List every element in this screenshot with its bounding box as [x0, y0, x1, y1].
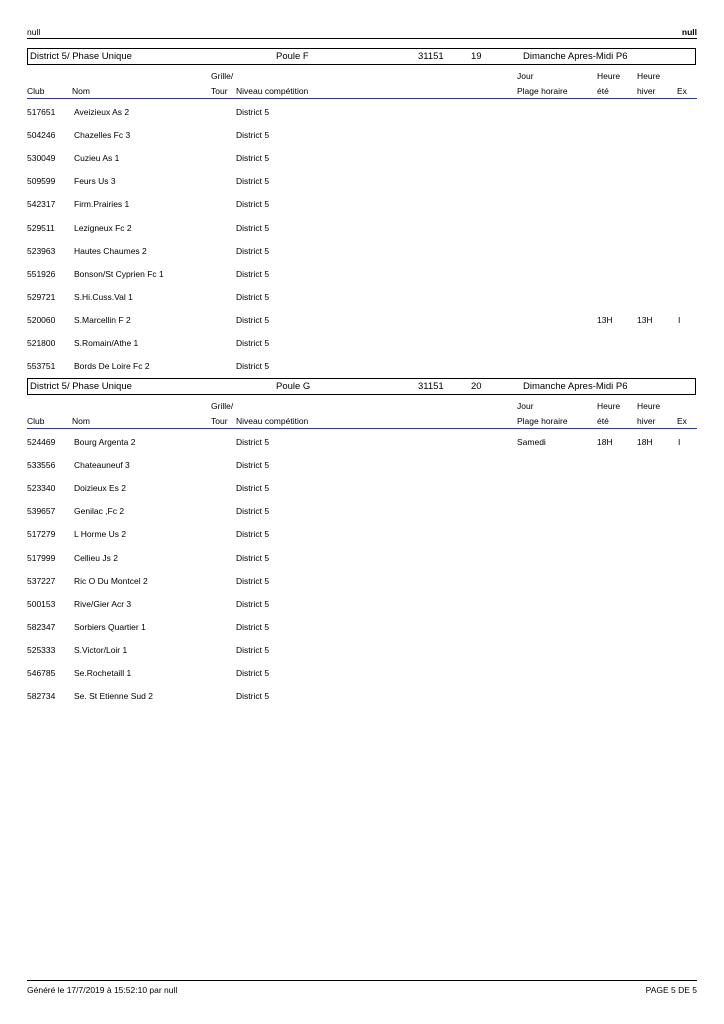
cell-club: 517279: [27, 529, 56, 539]
cell-club: 500153: [27, 599, 56, 609]
table-row: [0, 460, 724, 472]
cell-nom: S.Victor/Loir 1: [74, 645, 128, 655]
cell-niveau: District 5: [236, 246, 270, 256]
cell-nom: Hautes Chaumes 2: [74, 246, 147, 256]
col-ex: Ex: [677, 86, 687, 96]
cell-niveau: District 5: [236, 176, 270, 186]
table-row: [0, 246, 724, 258]
cell-nom: Chazelles Fc 3: [74, 130, 131, 140]
col-tour: Tour: [211, 86, 228, 96]
cell-niveau: District 5: [236, 576, 270, 586]
cell-club: 523340: [27, 483, 56, 493]
cell-club: 521800: [27, 338, 56, 348]
cell-niveau: District 5: [236, 361, 270, 371]
footer-generated-text: Généré le 17/7/2019 à 15:52:10 par null: [27, 985, 178, 995]
col-niveau: Niveau compétition: [236, 416, 309, 426]
cell-club: 520060: [27, 315, 56, 325]
table-row: [0, 361, 724, 373]
cell-nom: Se.Rochetaill 1: [74, 668, 132, 678]
table-row: [0, 223, 724, 235]
cell-niveau: District 5: [236, 107, 270, 117]
cell-heure-hiver: 18H: [637, 437, 653, 447]
col-heure-hiver-2: hiver: [637, 86, 656, 96]
table-row: [0, 691, 724, 703]
col-heure-hiver-2: hiver: [637, 416, 656, 426]
col-heure-ete-2: été: [597, 86, 609, 96]
table-row: [0, 529, 724, 541]
table-row: [0, 315, 724, 327]
cell-nom: Cellieu Js 2: [74, 553, 118, 563]
col-nom: Nom: [72, 416, 90, 426]
table-row: [0, 599, 724, 611]
table-row: [0, 645, 724, 657]
cell-nom: Chateauneuf 3: [74, 460, 130, 470]
poule-number: 20: [471, 381, 482, 392]
table-row: [0, 622, 724, 634]
header-rule: [27, 38, 697, 39]
cell-niveau: District 5: [236, 223, 270, 233]
footer-page-number: PAGE 5 DE 5: [645, 985, 697, 995]
cell-niveau: District 5: [236, 529, 270, 539]
col-jour: Jour: [517, 401, 534, 411]
cell-niveau: District 5: [236, 483, 270, 493]
cell-nom: Ric O Du Montcel 2: [74, 576, 148, 586]
col-heure-hiver-1: Heure: [637, 71, 661, 81]
poule-number: 19: [471, 51, 482, 62]
cell-nom: Se. St Etienne Sud 2: [74, 691, 153, 701]
col-nom: Nom: [72, 86, 90, 96]
col-heure-ete-2: été: [597, 416, 609, 426]
cell-club: 553751: [27, 361, 56, 371]
table-row: [0, 176, 724, 188]
col-plage: Plage horaire: [517, 86, 568, 96]
col-club: Club: [27, 416, 45, 426]
col-tour: Tour: [211, 416, 228, 426]
cell-nom: Lezigneux Fc 2: [74, 223, 132, 233]
cell-club: 546785: [27, 668, 56, 678]
cell-jour: Samedi: [517, 437, 546, 447]
table-row: [0, 269, 724, 281]
cell-niveau: District 5: [236, 668, 270, 678]
col-jour: Jour: [517, 71, 534, 81]
table-row: [0, 130, 724, 142]
poule-creneau: Dimanche Apres-Midi P6: [523, 51, 628, 62]
cell-nom: S.Romain/Athe 1: [74, 338, 139, 348]
cell-niveau: District 5: [236, 153, 270, 163]
cell-niveau: District 5: [236, 506, 270, 516]
table-row: [0, 483, 724, 495]
poule-title-box: [27, 48, 696, 65]
table-row: [0, 107, 724, 119]
cell-club: 582734: [27, 691, 56, 701]
poule-code: 31151: [418, 381, 444, 392]
cell-niveau: District 5: [236, 599, 270, 609]
cell-niveau: District 5: [236, 622, 270, 632]
cell-club: 542317: [27, 199, 56, 209]
col-ex: Ex: [677, 416, 687, 426]
cell-club: 539657: [27, 506, 56, 516]
cell-club: 529721: [27, 292, 56, 302]
table-row: [0, 338, 724, 350]
cell-club: 525333: [27, 645, 56, 655]
table-row: [0, 668, 724, 680]
cell-heure-hiver: 13H: [637, 315, 653, 325]
cell-nom: Feurs Us 3: [74, 176, 116, 186]
poule-code: 31151: [418, 51, 444, 62]
cell-ex: I: [678, 315, 681, 325]
cell-niveau: District 5: [236, 691, 270, 701]
cell-nom: Doizieux Es 2: [74, 483, 126, 493]
cell-niveau: District 5: [236, 315, 270, 325]
cell-club: 523963: [27, 246, 56, 256]
cell-club: 530049: [27, 153, 56, 163]
cell-heure-ete: 18H: [597, 437, 613, 447]
table-row: [0, 153, 724, 165]
cell-ex: I: [678, 437, 681, 447]
header-blue-rule: [27, 428, 697, 429]
cell-nom: S.Hi.Cuss.Val 1: [74, 292, 133, 302]
cell-club: 537227: [27, 576, 56, 586]
poule-name: Poule F: [276, 51, 309, 62]
cell-nom: Rive/Gier Acr 3: [74, 599, 132, 609]
table-row: [0, 506, 724, 518]
cell-nom: Genilac ,Fc 2: [74, 506, 125, 516]
poule-district: District 5/ Phase Unique: [30, 381, 132, 392]
cell-club: 504246: [27, 130, 56, 140]
header-right-text: null: [681, 27, 697, 37]
poule-creneau: Dimanche Apres-Midi P6: [523, 381, 628, 392]
cell-club: 551926: [27, 269, 56, 279]
cell-nom: Bords De Loire Fc 2: [74, 361, 150, 371]
col-grille: Grille/: [211, 71, 234, 81]
col-plage: Plage horaire: [517, 416, 568, 426]
cell-club: 524469: [27, 437, 56, 447]
cell-niveau: District 5: [236, 130, 270, 140]
cell-nom: Cuzieu As 1: [74, 153, 120, 163]
table-row: [0, 292, 724, 304]
col-grille: Grille/: [211, 401, 234, 411]
col-heure-ete-1: Heure: [597, 401, 621, 411]
poule-title-box: [27, 378, 696, 395]
cell-niveau: District 5: [236, 437, 270, 447]
header-left-text: null: [27, 27, 41, 37]
cell-club: 517651: [27, 107, 56, 117]
col-heure-ete-1: Heure: [597, 71, 621, 81]
poule-name: Poule G: [276, 381, 311, 392]
cell-nom: Firm.Prairies 1: [74, 199, 130, 209]
col-club: Club: [27, 86, 45, 96]
cell-niveau: District 5: [236, 269, 270, 279]
cell-club: 529511: [27, 223, 55, 233]
cell-niveau: District 5: [236, 553, 270, 563]
cell-club: 517999: [27, 553, 56, 563]
cell-niveau: District 5: [236, 645, 270, 655]
poule-district: District 5/ Phase Unique: [30, 51, 132, 62]
cell-niveau: District 5: [236, 460, 270, 470]
table-row: [0, 553, 724, 565]
header-blue-rule: [27, 98, 697, 99]
table-row: [0, 437, 724, 449]
cell-nom: Sorbiers Quartier 1: [74, 622, 146, 632]
cell-club: 533556: [27, 460, 56, 470]
cell-niveau: District 5: [236, 199, 270, 209]
col-heure-hiver-1: Heure: [637, 401, 661, 411]
cell-nom: Bonson/St Cyprien Fc 1: [74, 269, 164, 279]
table-row: [0, 576, 724, 588]
cell-nom: S.Marcellin F 2: [74, 315, 131, 325]
cell-club: 509599: [27, 176, 56, 186]
col-niveau: Niveau compétition: [236, 86, 309, 96]
cell-nom: Aveizieux As 2: [74, 107, 130, 117]
cell-nom: Bourg Argenta 2: [74, 437, 136, 447]
cell-niveau: District 5: [236, 338, 270, 348]
cell-club: 582347: [27, 622, 56, 632]
cell-nom: L Horme Us 2: [74, 529, 127, 539]
cell-heure-ete: 13H: [597, 315, 613, 325]
table-row: [0, 199, 724, 211]
cell-niveau: District 5: [236, 292, 270, 302]
footer-rule: [27, 980, 697, 981]
